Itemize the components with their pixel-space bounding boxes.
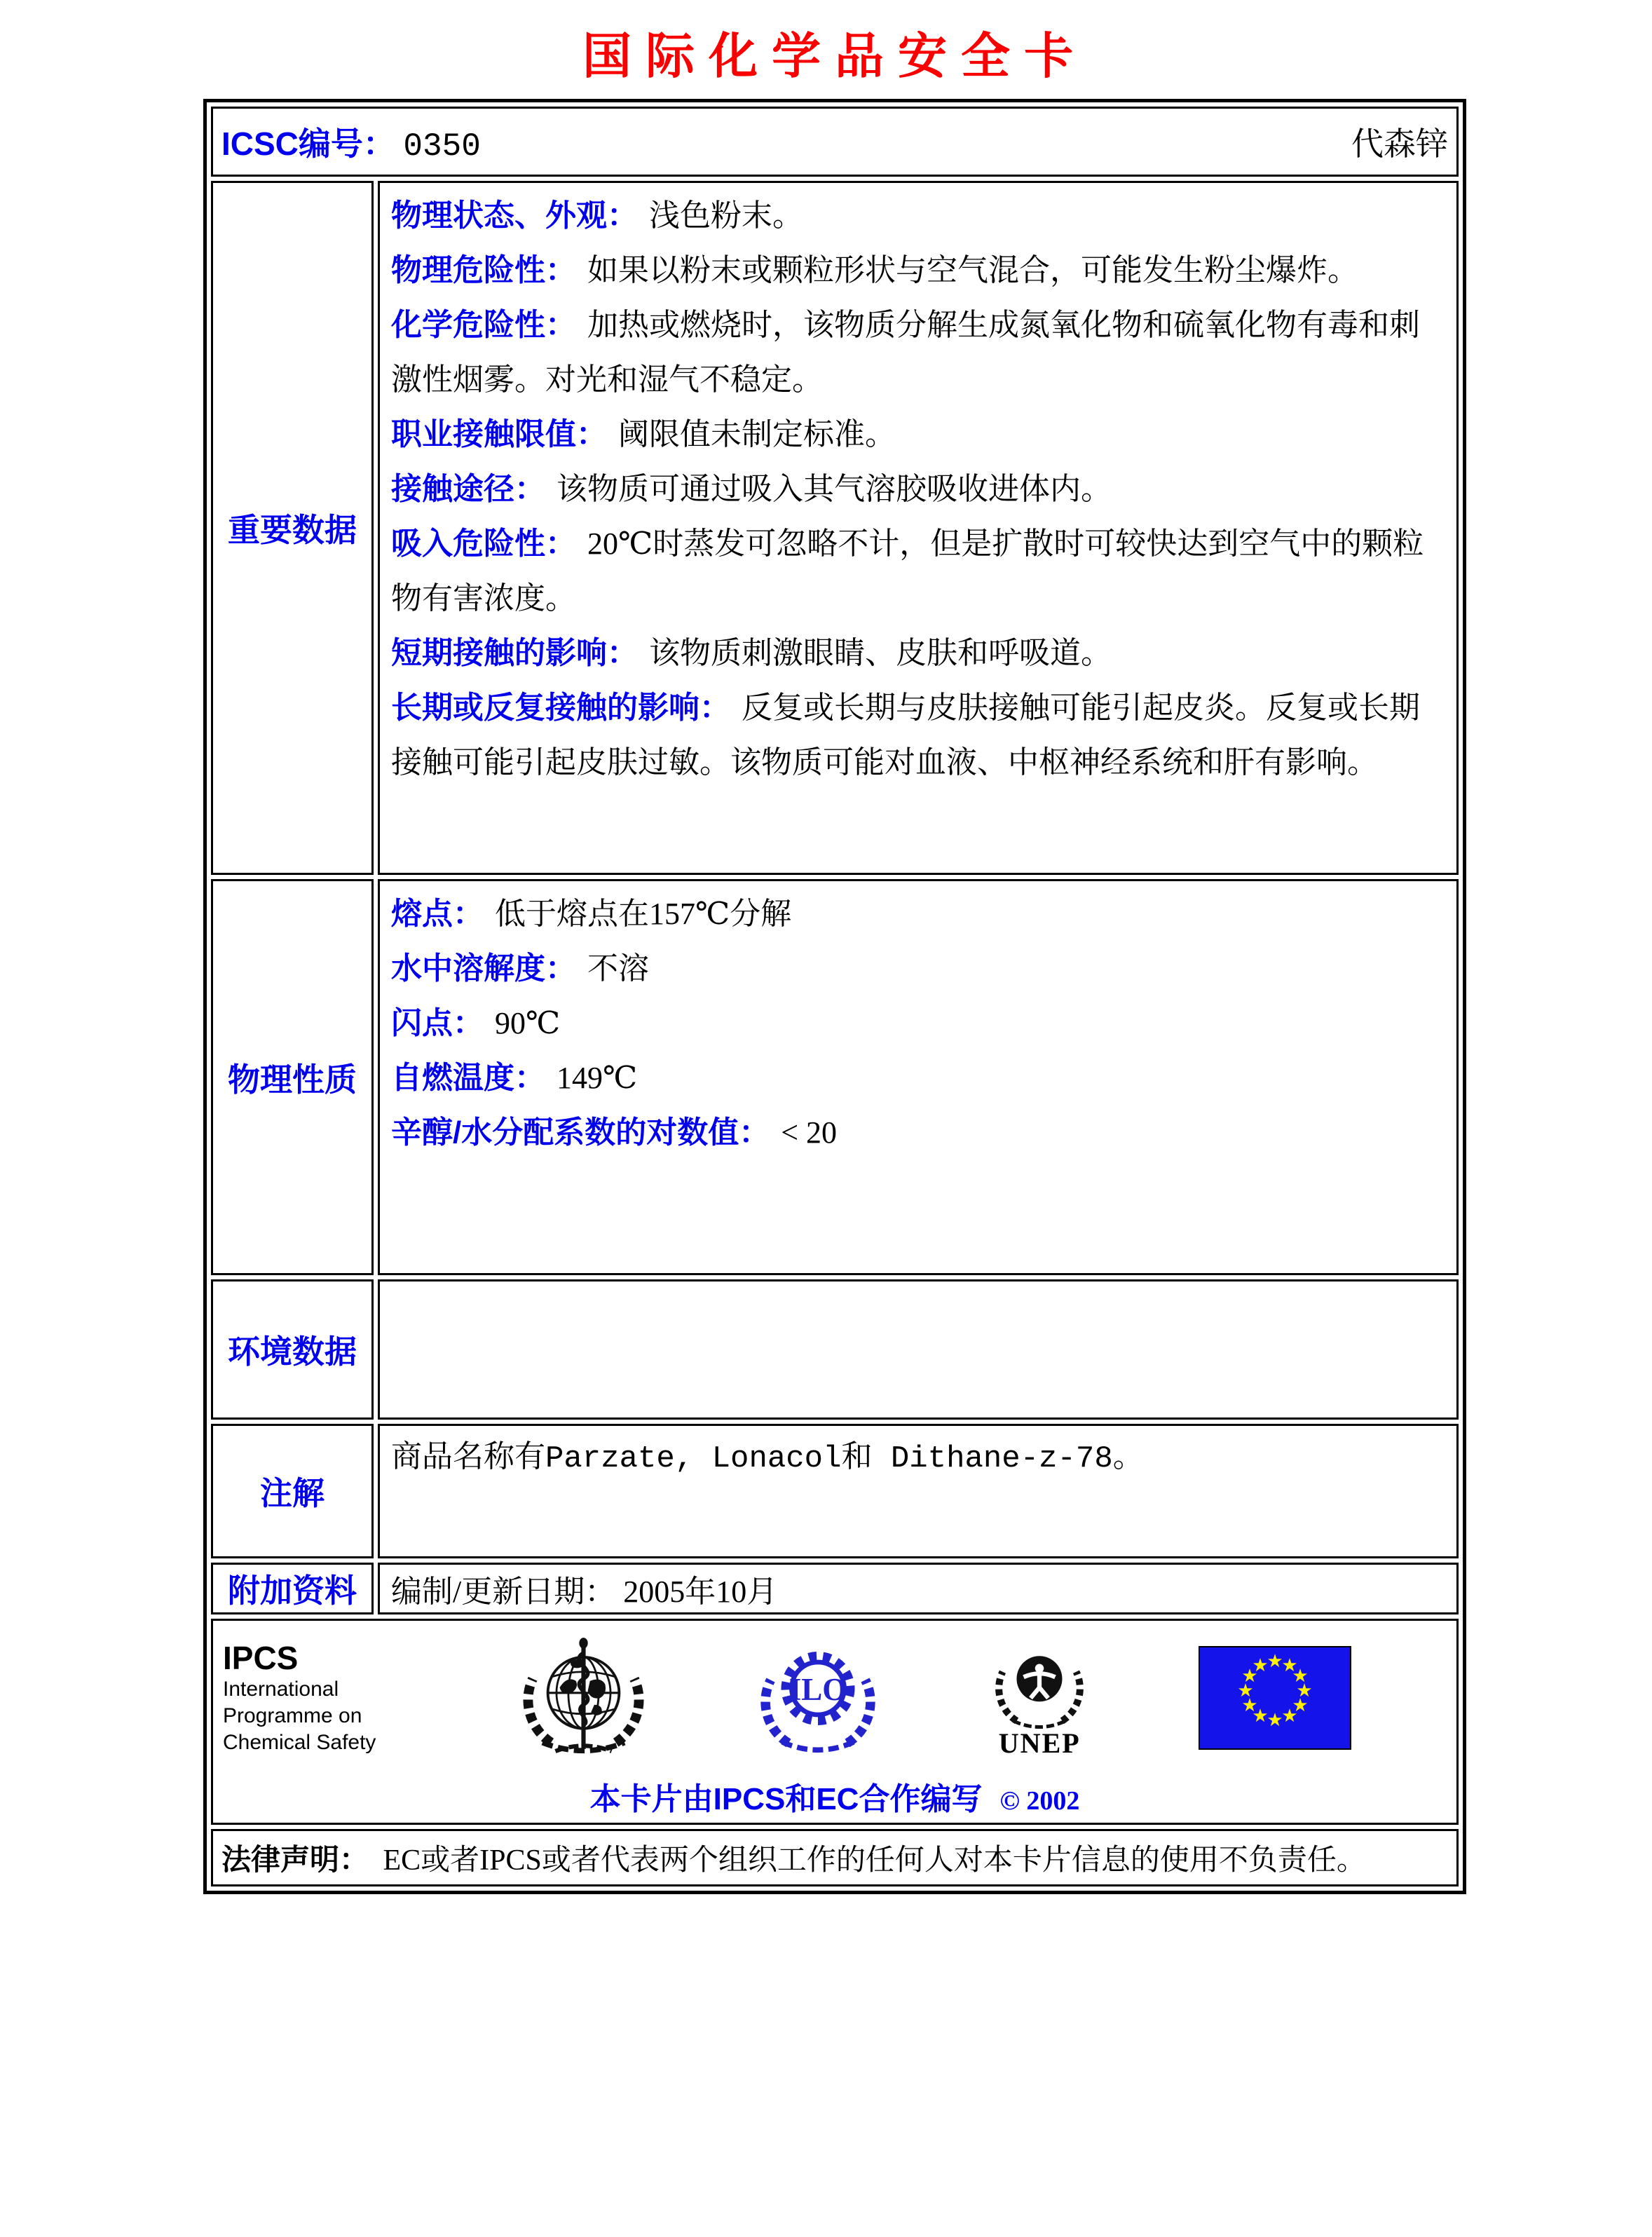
ipcs-acronym: IPCS — [223, 1640, 299, 1676]
notes-label: 注解 — [211, 1424, 374, 1558]
icsc-number-group — [221, 118, 481, 165]
entry-exposure-route: 接触途径： 该物质可通过吸入其气溶胶吸收进体内。 — [391, 472, 1112, 506]
logos-cell — [211, 1619, 1459, 1825]
entry-physical-state: 物理状态、外观： 浅色粉末。 — [391, 198, 803, 233]
entry-short-term-effects: 短期接触的影响： 该物质刺激眼睛、皮肤和呼吸道。 — [391, 636, 1112, 670]
notes-content: 商品名称有Parzate, Lonacol和 Dithane-z-78。 — [378, 1424, 1459, 1558]
unep-logo-block — [987, 1638, 1092, 1757]
unep-caption: UNEP — [998, 1727, 1081, 1759]
important-data-row — [211, 181, 1459, 875]
entry-water-solubility: 水中溶解度： 不溶 — [391, 951, 649, 986]
entry-log-pow: 辛醇/水分配系数的对数值： < 20 — [391, 1115, 838, 1150]
entry-inhalation-risk: 吸入危险性： 20℃时蒸发可忽略不计，但是扩散时可较快达到空气中的颗粒物有害浓度。 — [391, 526, 1424, 616]
copyright-text: 本卡片由IPCS和EC合作编写 — [589, 1782, 983, 1816]
ilo-logo-icon — [755, 1635, 881, 1761]
notes-row — [211, 1424, 1459, 1558]
physical-properties-row — [211, 879, 1459, 1275]
important-data-label: 重要数据 — [211, 181, 374, 875]
entry-physical-danger: 物理危险性： 如果以粉末或颗粒形状与空气混合，可能发生粉尘爆炸。 — [391, 253, 1358, 287]
entry-melting-point: 熔点： 低于熔点在157℃分解 — [391, 897, 792, 931]
update-date-key: 编制/更新日期： — [391, 1575, 616, 1609]
icsc-card-table — [203, 99, 1466, 1894]
eu-flag-icon: ★ ★ ★ ★ ★ ★ ★ ★ ★ ★ ★ ★ — [1199, 1646, 1351, 1750]
icsc-card-page — [0, 17, 1652, 2237]
icsc-number-value: 0350 — [403, 128, 481, 165]
logos-row — [211, 1619, 1459, 1825]
environmental-data-content — [378, 1279, 1459, 1420]
update-date-value: 2005年10月 — [623, 1575, 778, 1609]
environmental-data-label: 环境数据 — [211, 1279, 374, 1420]
legal-label: 法律声明： — [221, 1843, 369, 1876]
entry-autoignition-temp: 自燃温度： 149℃ — [391, 1061, 638, 1095]
physical-properties-content — [378, 879, 1459, 1275]
substance-name: 代森锌 — [1351, 126, 1448, 162]
header-row — [211, 107, 1459, 177]
copyright-year: © 2002 — [999, 1786, 1080, 1816]
additional-info-content — [378, 1563, 1459, 1614]
copyright-line — [213, 1774, 1456, 1818]
entry-occupational-limit: 职业接触限值： 阈限值未制定标准。 — [391, 417, 896, 451]
additional-info-row — [211, 1563, 1459, 1614]
header-cell — [211, 107, 1459, 177]
who-logo-icon — [519, 1633, 648, 1763]
important-data-content — [378, 181, 1459, 875]
entry-chemical-danger: 化学危险性： 加热或燃烧时，该物质分解生成氮氧化物和硫氧化物有毒和刺激性烟雾。对光和湿气不稳定。 — [391, 308, 1420, 397]
icsc-number-label: ICSC编号： — [221, 125, 395, 162]
legal-cell — [211, 1829, 1459, 1886]
unep-logo-icon — [987, 1638, 1092, 1735]
logo-strip — [213, 1625, 1456, 1771]
legal-row — [211, 1829, 1459, 1886]
entry-long-term-effects: 长期或反复接触的影响： 反复或长期与皮肤接触可能引起皮炎。反复或长期接触可能引起皮肤过敏。该物质可能对血液、中枢神经系统和肝有影响。 — [391, 691, 1420, 780]
entry-flash-point: 闪点： 90℃ — [391, 1006, 561, 1040]
page-title: 国际化学品安全卡 — [582, 27, 1087, 85]
environmental-data-row — [211, 1279, 1459, 1420]
svg-text:ILO: ILO — [789, 1672, 847, 1707]
legal-text: EC或者IPCS或者代表两个组织工作的任何人对本卡片信息的使用不负责任。 — [383, 1844, 1366, 1877]
ipcs-text-block: IPCS International Programme on Chemical Safety — [223, 1640, 412, 1756]
additional-info-label: 附加资料 — [211, 1563, 374, 1614]
physical-properties-label: 物理性质 — [211, 879, 374, 1275]
